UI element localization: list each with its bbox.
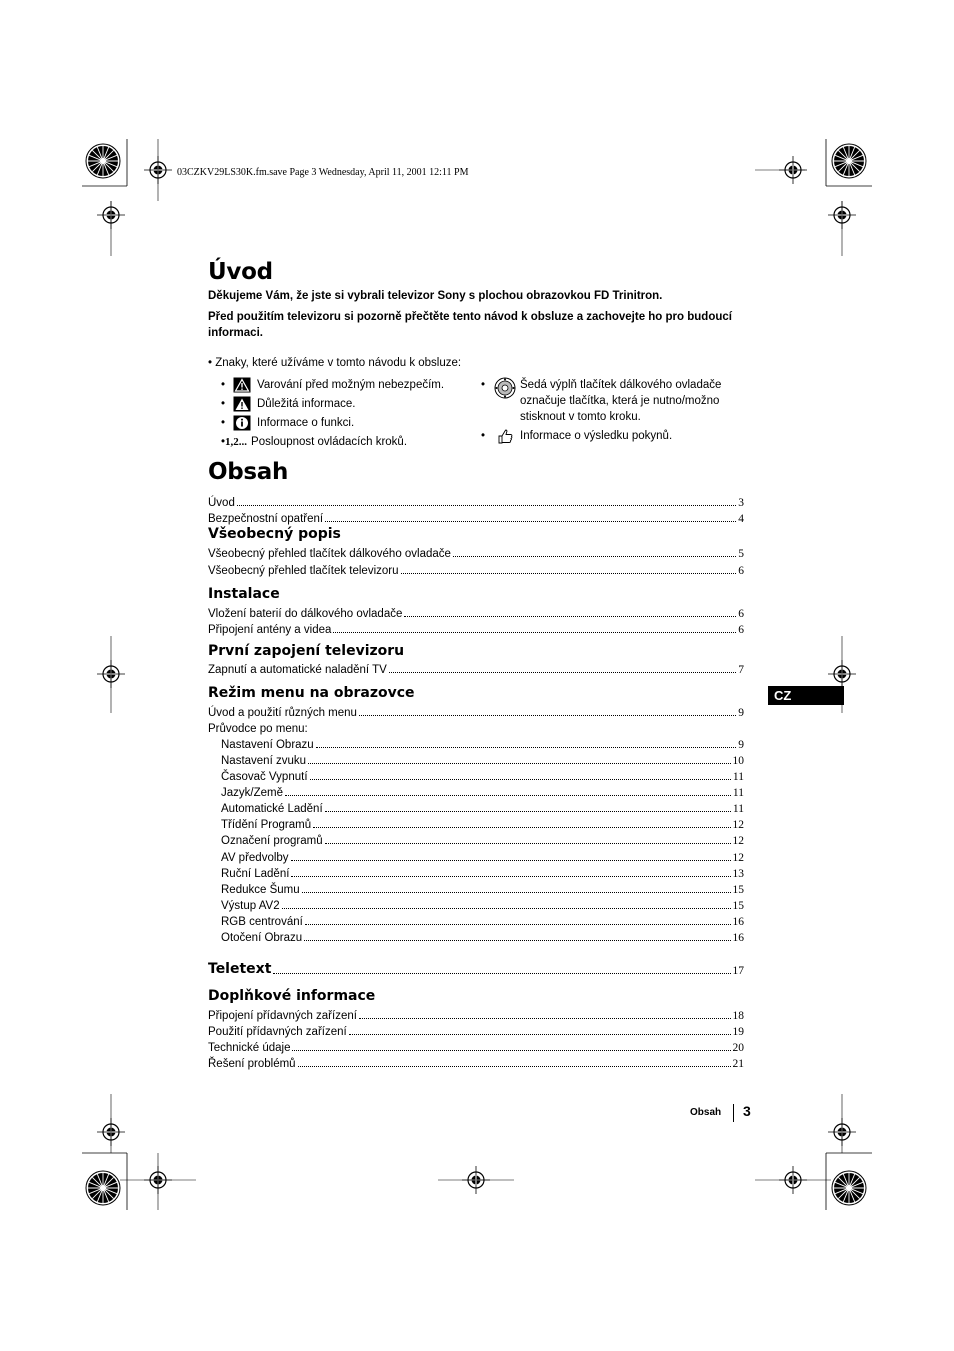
toc-section-heading: Režim menu na obrazovce xyxy=(208,685,415,701)
toc-entry-title: Nastavení zvuku xyxy=(221,755,307,767)
toc-entry-title: Průvodce po menu: xyxy=(208,723,308,735)
toc-dot-leader xyxy=(359,1017,731,1019)
footer-divider xyxy=(733,1104,734,1122)
toc-entry-title: AV předvolby xyxy=(221,852,289,864)
toc-entry xyxy=(208,831,744,847)
toc-dot-leader xyxy=(325,842,731,844)
toc-entry-title: Vložení baterií do dálkového ovladače xyxy=(208,608,403,620)
toc-entry-title: Časovač Vypnutí xyxy=(221,771,308,783)
footer-label: Obsah xyxy=(690,1107,722,1118)
toc-entry xyxy=(208,880,744,896)
toc-entry xyxy=(208,799,744,815)
toc-entry xyxy=(208,703,744,719)
symbol-steps-text: Posloupnost ovládacích kroků. xyxy=(251,436,408,448)
toc-entry xyxy=(208,959,744,977)
toc-entry xyxy=(208,848,744,864)
remote-buttons-icon xyxy=(493,377,517,399)
toc-entry-title: Úvod a použití různých menu xyxy=(208,707,357,719)
toc-page-number: 7 xyxy=(738,664,744,676)
toc-dot-leader xyxy=(298,1065,731,1067)
toc-entry xyxy=(208,912,744,928)
symbol-result: • Informace o výsledku pokynů. xyxy=(481,430,673,442)
intro-title: Úvod xyxy=(208,259,273,285)
toc-dot-leader xyxy=(302,891,731,893)
symbols-intro: • Znaky, které užíváme v tomto návodu k obsluze: xyxy=(208,357,462,369)
toc-dot-leader xyxy=(401,572,737,574)
symbol-warning-text: Varování před možným nebezpečím. xyxy=(257,379,445,391)
toc-entry-title: Technické údaje xyxy=(208,1042,291,1054)
toc-entry xyxy=(208,767,744,783)
toc-page-number: 11 xyxy=(732,803,744,815)
symbol-steps: • 1,2... Posloupnost ovládacích kroků. xyxy=(221,436,408,448)
toc-entry xyxy=(208,1006,744,1022)
toc-section-heading: První zapojení televizoru xyxy=(208,643,405,659)
toc-section-heading: Všeobecný popis xyxy=(208,526,341,542)
toc-entry-title: Třídění Programů xyxy=(221,819,312,831)
toc-entry-title: Jazyk/Země xyxy=(221,787,283,799)
thumbs-up-icon xyxy=(496,428,514,444)
toc-entry xyxy=(208,1054,744,1070)
toc-entry xyxy=(208,783,744,799)
toc-entry xyxy=(208,509,744,525)
contents-title: Obsah xyxy=(208,459,289,485)
intro-line2: Před použitím televizoru si pozorně přečtěte tento návod k obsluze a zachovejte ho pro budoucí informaci. xyxy=(208,311,732,339)
toc-dot-leader xyxy=(310,778,731,780)
toc-page-number: 10 xyxy=(732,755,744,767)
toc-dot-leader xyxy=(313,826,730,828)
toc-entry-title: RGB centrování xyxy=(221,916,303,928)
toc-page-number: 12 xyxy=(732,835,744,847)
toc-page-number: 6 xyxy=(738,565,744,577)
print-header: 03CZKV29LS30K.fm.save Page 3 Wednesday, April 11, 2001 12:11 PM xyxy=(177,167,469,178)
caution-triangle-icon xyxy=(233,396,251,412)
toc-entry xyxy=(208,1038,744,1054)
toc-dot-leader xyxy=(453,555,736,557)
toc-dot-leader xyxy=(285,794,731,796)
toc-dot-leader xyxy=(273,972,730,974)
toc-entry-title: Výstup AV2 xyxy=(221,900,280,912)
toc-dot-leader xyxy=(305,923,731,925)
toc-entry xyxy=(208,928,744,944)
toc-page-number: 3 xyxy=(738,497,744,509)
toc-entry xyxy=(208,751,744,767)
toc-entry xyxy=(208,1022,744,1038)
toc-entry xyxy=(208,620,744,636)
toc-page-number: 9 xyxy=(738,707,744,719)
toc-dot-leader xyxy=(349,1033,731,1035)
toc-dot-leader xyxy=(333,631,736,633)
toc-dot-leader xyxy=(308,762,730,764)
toc-entry xyxy=(208,561,744,577)
info-icon xyxy=(233,415,251,431)
toc-entry-title: Řešení problémů xyxy=(208,1058,296,1070)
toc-entry xyxy=(208,544,744,560)
language-tab: CZ xyxy=(768,686,844,705)
toc-entry xyxy=(208,493,744,509)
toc-entry-title: Nastavení Obrazu xyxy=(221,739,314,751)
toc-dot-leader xyxy=(292,1049,730,1051)
toc-page-number: 12 xyxy=(732,852,744,864)
toc-entry-title: Použití přídavných zařízení xyxy=(208,1026,347,1038)
toc-page-number: 15 xyxy=(732,900,744,912)
toc-entry-title: Všeobecný přehled tlačítek televizoru xyxy=(208,565,399,577)
symbol-remote-text: Šedá výplň tlačítek dálkového ovladače označuje tlačítka, která je nutno/možno stisknout v tomto kroku. xyxy=(520,379,722,423)
toc-dot-leader xyxy=(325,520,736,522)
toc-entry xyxy=(208,604,744,620)
toc-page-number: 5 xyxy=(738,548,744,560)
toc-dot-leader xyxy=(237,504,736,506)
symbol-info-text: Informace o funkci. xyxy=(257,417,355,429)
toc-entry-title: Zapnutí a automatické naladění TV xyxy=(208,664,387,676)
symbol-caution: • Důležitá informace. xyxy=(221,398,356,410)
toc-page-number: 9 xyxy=(738,739,744,751)
toc-dot-leader xyxy=(291,875,730,877)
toc-page-number: 19 xyxy=(732,1026,744,1038)
toc-dot-leader xyxy=(304,939,730,941)
toc-page-number: 11 xyxy=(732,787,744,799)
symbol-remote: • Šedá výplň tlačítek dálkového ovladače označuje tlačítka, která je nutno/možno stisknout v tomto kroku. xyxy=(481,377,746,425)
page-number: 3 xyxy=(743,1103,751,1119)
toc-entry-title: Připojení přídavných zařízení xyxy=(208,1010,357,1022)
toc-entry xyxy=(208,896,744,912)
toc-dot-leader xyxy=(282,907,731,909)
toc-page-number: 13 xyxy=(732,868,744,880)
toc-page-number: 16 xyxy=(732,916,744,928)
toc-entry-title: Úvod xyxy=(208,497,235,509)
toc-entry-title: Všeobecný přehled tlačítek dálkového ovladače xyxy=(208,548,451,560)
toc-section-heading: Doplňkové informace xyxy=(208,988,376,1004)
toc-page-number: 15 xyxy=(732,884,744,896)
toc-dot-leader xyxy=(389,671,736,673)
toc-page-number: 16 xyxy=(732,932,744,944)
toc-entry xyxy=(208,815,744,831)
toc-section-heading: Instalace xyxy=(208,586,280,602)
toc-entry xyxy=(208,735,744,751)
symbol-warning: • Varování před možným nebezpečím. xyxy=(221,379,445,391)
toc-entry-title: Bezpečnostní opatření xyxy=(208,513,324,525)
toc-entry-title: Automatické Ladění xyxy=(221,803,323,815)
toc-page-number: 6 xyxy=(738,608,744,620)
toc-entry xyxy=(208,660,744,676)
symbol-info: • Informace o funkci. xyxy=(221,417,355,429)
toc-entry xyxy=(208,719,744,735)
toc-entry-title: Připojení antény a videa xyxy=(208,624,332,636)
toc-entry-title: Teletext xyxy=(208,961,272,977)
toc-dot-leader xyxy=(359,714,736,716)
toc-page-number: 17 xyxy=(732,965,744,977)
toc-page-number: 11 xyxy=(732,771,744,783)
warning-triangle-icon xyxy=(233,377,251,393)
symbol-caution-text: Důležitá informace. xyxy=(257,398,356,410)
toc-dot-leader xyxy=(291,859,731,861)
toc-page-number: 6 xyxy=(738,624,744,636)
toc-dot-leader xyxy=(404,615,736,617)
intro-line1: Děkujeme Vám, že jste si vybrali televizor Sony s plochou obrazovkou FD Trinitron. xyxy=(208,290,663,302)
toc-entry-title: Otočení Obrazu xyxy=(221,932,303,944)
toc-page-number: 4 xyxy=(738,513,744,525)
toc-entry-title: Redukce Šumu xyxy=(221,884,300,896)
toc-entry-title: Označení programů xyxy=(221,835,323,847)
toc-page-number: 21 xyxy=(732,1058,744,1070)
toc-page-number: 18 xyxy=(732,1010,744,1022)
symbol-steps-prefix: 1,2... xyxy=(225,436,248,448)
toc-page-number: 12 xyxy=(732,819,744,831)
toc-dot-leader xyxy=(325,810,731,812)
toc-dot-leader xyxy=(316,746,737,748)
toc-entry xyxy=(208,864,744,880)
toc-page-number: 20 xyxy=(732,1042,744,1054)
toc-entry-title: Ruční Ladění xyxy=(221,868,290,880)
symbol-result-text: Informace o výsledku pokynů. xyxy=(520,430,673,442)
